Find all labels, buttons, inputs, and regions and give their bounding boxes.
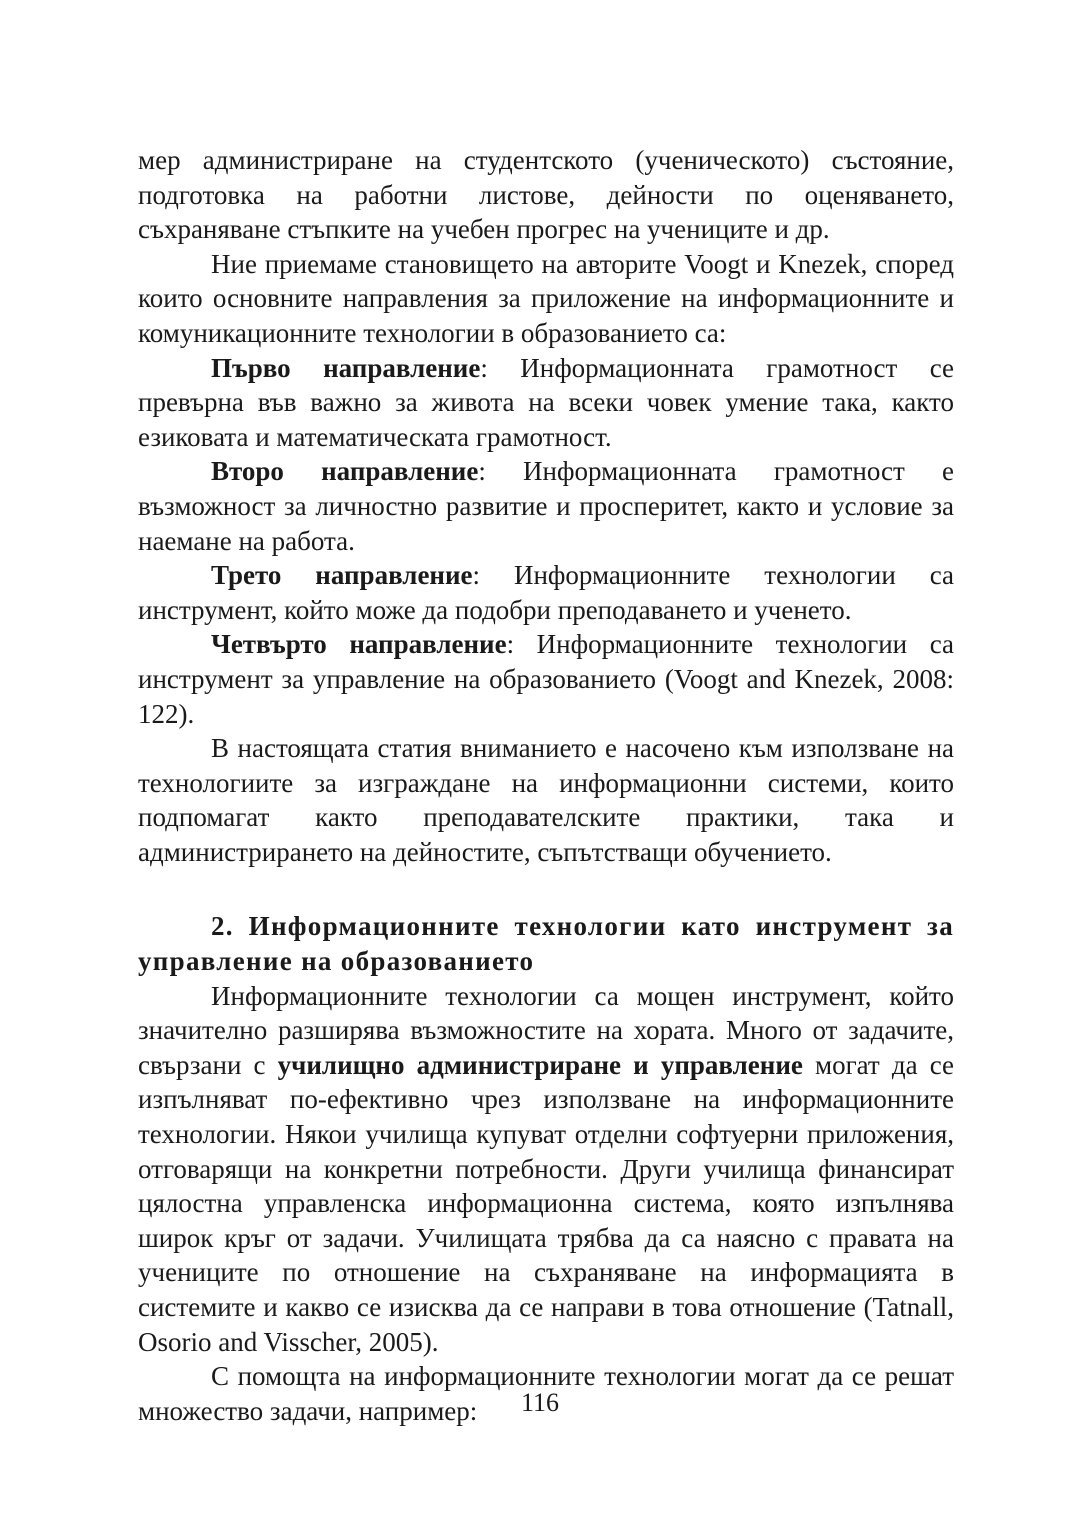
paragraph-direction-3 <box>138 558 954 627</box>
paragraph-tasks-intro: С помощта на информационните технологии могат да се решат множество задачи, например: <box>138 1361 954 1426</box>
it-instrument-bold-phrase: училищно администриране и управление <box>277 1049 803 1080</box>
it-instrument-text-after: могат да се изпълняват по-ефективно чрез използване на информационните технологии. Някои училища купуват отделни софтуерни приложения, отговарящи на конкретни потребности. Други училища финансират цялостна управленска информационна система, която изпълнява широк кръг от задачи. Училищата трябва да са наясно с правата на учениците по отношение на съхраняване на информацията в системите и какво се изисква да се направи в това отношение (Tatnall, Osorio and Visscher, 2005). <box>138 1049 954 1357</box>
paragraph-direction-4 <box>138 627 954 731</box>
it-instrument-text-before: Информационните технологии са мощен инструмент, който значително разширява възможностите на хората. Много от задачите, свързани с <box>138 980 954 1080</box>
paragraph-direction-1 <box>138 351 954 455</box>
direction-4-text: : Информационните технологии са инструмент за управление на образованието (Voogt and Knezek, 2008: 122). <box>138 629 954 729</box>
page-number: 116 <box>520 1388 560 1417</box>
direction-3-label: Трето направление <box>211 560 473 591</box>
direction-3-text: : Информационните технологии са инструмент, който може да подобри преподаването и ученето. <box>138 560 954 625</box>
direction-2-text: : Информационната грамотност е възможност за личностно развитие и просперитет, както и условие за наемане на работа. <box>138 456 954 556</box>
paragraph-direction-2 <box>138 454 954 558</box>
paragraph-continuation: мер администриране на студентското (ученическото) състояние, подготовка на работни листове, дейности по оценяването, съхраняване стъпките на учебен прогрес на учениците и др. <box>138 145 954 245</box>
section-heading: 2. Информационните технологии като инструмент за управление на образованието <box>138 911 954 977</box>
direction-1-text: : Информационната грамотност се превърна във важно за живота на всеки човек умение така, както езиковата и математическата грамотност. <box>138 352 954 452</box>
direction-1-label: Първо направление <box>211 352 481 383</box>
paragraph-authors-position: Ние приемаме становището на авторите Voogt и Knezek, според които основните направления за приложение на информационните и комуникационните технологии в образованието са: <box>138 248 954 348</box>
direction-4-label: Четвърто направление <box>211 629 507 660</box>
direction-2-label: Второ направление <box>211 456 479 487</box>
paragraph-article-focus: В настоящата статия вниманието е насочено към използване на технологиите за изграждане на информационни системи, които подпомагат както преподавателските практики, така и администрирането на дейностите, съпътстващи обучението. <box>138 733 954 867</box>
page-body <box>138 143 954 1428</box>
paragraph-it-instrument <box>138 979 954 1360</box>
